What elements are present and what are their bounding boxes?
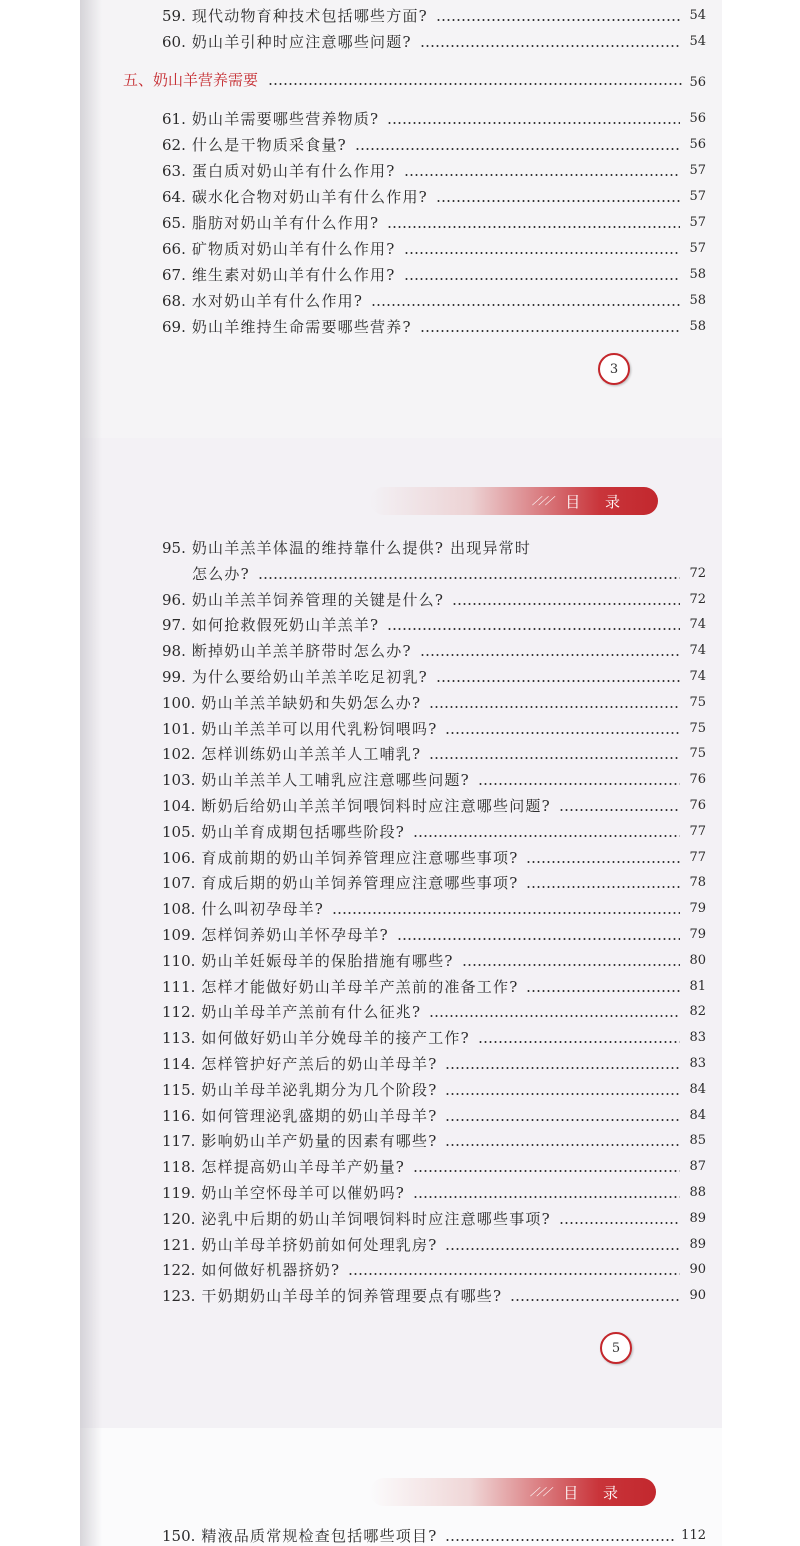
toc-entry: [162, 586, 706, 610]
entry-number: 64.: [162, 188, 186, 206]
leader-dots: [387, 122, 680, 124]
toc-entry: [162, 1153, 706, 1177]
entry-number: 121.: [162, 1235, 196, 1254]
entry-title: 奶山羊羔羊人工哺乳应注意哪些问题?: [201, 771, 470, 790]
entry-title: 什么叫初孕母羊?: [201, 900, 325, 919]
entry-page: 84: [689, 1107, 706, 1123]
entry-page: 82: [689, 1004, 706, 1020]
entry-number: 117.: [162, 1132, 196, 1151]
leader-dots: [445, 1539, 675, 1541]
entry-title: 奶山羊羔羊缺奶和失奶怎么办?: [201, 693, 422, 712]
entry-page: 89: [689, 1210, 706, 1226]
page-number-badge: 5: [600, 1332, 632, 1364]
toc-entry: [162, 1024, 706, 1048]
entry-title: 奶山羊维持生命需要哪些营养?: [191, 318, 412, 336]
toc-entry: [162, 740, 706, 764]
entry-number: 109.: [162, 926, 196, 944]
entry-page: 75: [689, 720, 706, 736]
leader-dots: [445, 1248, 680, 1250]
entry-number: 66.: [162, 240, 186, 258]
toc-entry: [162, 611, 706, 635]
entry-title: 奶山羊引种时应注意哪些问题?: [191, 33, 412, 51]
toc-entry: [162, 1127, 706, 1151]
entry-page: 57: [689, 163, 706, 178]
entry-page: 75: [689, 746, 706, 762]
entry-number: 68.: [162, 292, 186, 310]
entry-title: 怎样饲养奶山羊怀孕母羊?: [201, 926, 389, 944]
banner-title: 目 录: [563, 1483, 628, 1502]
entry-page: 76: [689, 772, 706, 788]
entry-number: 101.: [162, 719, 196, 738]
entry-title-continued: 怎么办?: [192, 564, 250, 583]
entry-title: 维生素对奶山羊有什么作用?: [191, 266, 396, 284]
leader-dots: [332, 912, 680, 914]
toc-entry: [162, 261, 706, 285]
toc-page-next: [80, 1428, 722, 1546]
entry-title: 蛋白质对奶山羊有什么作用?: [191, 162, 396, 180]
entry-number: 98.: [162, 642, 186, 661]
entry-number: 99.: [162, 668, 186, 686]
entry-number: 106.: [162, 848, 196, 867]
toc-banner: [370, 487, 658, 515]
entry-page: 90: [689, 1288, 706, 1304]
toc-entry: [162, 1205, 706, 1229]
toc-entry: [162, 895, 706, 919]
entry-page: 77: [689, 849, 706, 865]
toc-entry: [162, 663, 706, 687]
entry-number: 107.: [162, 874, 196, 893]
entry-number: 65.: [162, 214, 186, 232]
entry-number: 95.: [162, 539, 186, 557]
entry-page: 57: [689, 241, 706, 256]
entry-page: 58: [689, 319, 706, 334]
toc-entry: [162, 235, 706, 259]
toc-entry: [162, 131, 706, 155]
entry-title: 奶山羊羔羊体温的维持靠什么提供? 出现异常时: [191, 539, 532, 557]
entry-number: 104.: [162, 797, 196, 815]
entry-page: 77: [689, 823, 706, 839]
leader-dots: [387, 226, 680, 228]
entry-number: 113.: [162, 1029, 196, 1048]
entry-title: 影响奶山羊产奶量的因素有哪些?: [201, 1132, 438, 1151]
section-heading: [123, 64, 706, 90]
entry-page: 58: [689, 267, 706, 282]
entry-title: 怎样才能做好奶山羊母羊产羔前的准备工作?: [201, 977, 519, 996]
entry-page: 57: [689, 189, 706, 204]
entry-number: 105.: [162, 822, 196, 841]
leader-dots: [429, 1015, 680, 1017]
toc-entry-continuation: [192, 560, 706, 584]
toc-entry: [162, 209, 706, 233]
entry-title: 水对奶山羊有什么作用?: [191, 292, 364, 310]
toc-entry: [162, 1256, 706, 1280]
entry-page: 56: [689, 111, 706, 126]
leader-dots: [387, 628, 680, 630]
entry-title: 奶山羊妊娠母羊的保胎措施有哪些?: [201, 951, 454, 970]
leader-dots: [445, 732, 680, 734]
leader-dots: [413, 1170, 680, 1172]
entry-title: 为什么要给奶山羊羔羊吃足初乳?: [191, 668, 428, 686]
entry-page: 74: [689, 669, 706, 684]
leader-dots: [355, 148, 680, 150]
entry-page: 85: [689, 1133, 706, 1149]
toc-entry: [162, 869, 706, 893]
toc-entry: [162, 689, 706, 713]
leader-dots: [420, 45, 680, 47]
toc-entry: [162, 792, 706, 816]
toc-entry: [162, 715, 706, 739]
entry-title: 什么是干物质采食量?: [191, 136, 347, 154]
entry-number: 118.: [162, 1158, 196, 1177]
entry-page: 84: [689, 1081, 706, 1097]
toc-entry: [162, 313, 706, 337]
leader-dots: [526, 990, 680, 992]
entry-number: 150.: [162, 1527, 196, 1545]
toc-entry: [162, 534, 706, 558]
entry-number: 119.: [162, 1184, 196, 1202]
toc-entry: [162, 105, 706, 129]
entry-page: 79: [689, 927, 706, 942]
entry-title: 育成后期的奶山羊饲养管理应注意哪些事项?: [201, 874, 519, 893]
leader-dots: [478, 783, 680, 785]
toc-entry: [162, 973, 706, 997]
entry-number: 112.: [162, 1003, 196, 1022]
entry-title: 干奶期奶山羊母羊的饲养管理要点有哪些?: [201, 1287, 503, 1306]
entry-number: 115.: [162, 1080, 196, 1099]
entry-page: 88: [689, 1185, 706, 1200]
entry-title: 奶山羊育成期包括哪些阶段?: [201, 822, 406, 841]
toc-entry: [162, 1076, 706, 1100]
leader-dots: [462, 964, 680, 966]
leader-dots: [420, 330, 680, 332]
entry-page: 80: [689, 952, 706, 968]
entry-number: 100.: [162, 693, 196, 712]
entry-title: 精液品质常规检查包括哪些项目?: [201, 1527, 438, 1545]
entry-number: 122.: [162, 1261, 196, 1280]
leader-dots: [429, 706, 680, 708]
section-page: 56: [689, 75, 706, 90]
entry-page: 76: [689, 798, 706, 813]
entry-title: 奶山羊需要哪些营养物质?: [191, 110, 380, 128]
entry-number: 103.: [162, 771, 196, 790]
leader-dots: [268, 83, 683, 85]
entry-number: 123.: [162, 1287, 196, 1306]
leader-dots: [559, 1222, 680, 1224]
entry-title: 脂肪对奶山羊有什么作用?: [191, 214, 380, 232]
entry-page: 74: [689, 617, 706, 633]
entry-title: 育成前期的奶山羊饲养管理应注意哪些事项?: [201, 848, 519, 867]
toc-entry: [162, 157, 706, 181]
entry-page: 78: [689, 875, 706, 891]
toc-entry: [162, 1179, 706, 1203]
entry-title: 奶山羊母羊挤奶前如何处理乳房?: [201, 1235, 438, 1254]
leader-dots: [445, 1144, 680, 1146]
toc-entry: [162, 998, 706, 1022]
leader-dots: [559, 809, 680, 811]
banner-title: 目 录: [565, 492, 630, 511]
entry-title: 怎样管护好产羔后的奶山羊母羊?: [201, 1055, 438, 1073]
leader-dots: [429, 757, 680, 759]
leader-dots: [445, 1067, 680, 1069]
entry-page: 57: [689, 215, 706, 230]
leader-dots: [478, 1041, 680, 1043]
entry-number: 63.: [162, 162, 186, 180]
entry-number: 114.: [162, 1055, 196, 1073]
leader-dots: [445, 1119, 680, 1121]
toc-banner: [370, 1478, 656, 1506]
toc-entry: [162, 947, 706, 971]
entry-page: 81: [689, 978, 706, 994]
entry-number: 102.: [162, 745, 196, 764]
toc-entry: [162, 637, 706, 661]
leader-dots: [397, 938, 680, 940]
entry-title: 如何做好机器挤奶?: [201, 1261, 341, 1280]
toc-entry: [162, 183, 706, 207]
toc-entry: [162, 921, 706, 945]
toc-page-3: [80, 0, 722, 438]
entry-page: 79: [689, 901, 706, 917]
entry-title: 断奶后给奶山羊羔羊饲喂饲料时应注意哪些问题?: [201, 797, 551, 815]
leader-dots: [436, 680, 680, 682]
leader-dots: [452, 603, 680, 605]
leader-dots: [526, 861, 680, 863]
entry-title: 矿物质对奶山羊有什么作用?: [191, 240, 396, 258]
entry-number: 59.: [162, 7, 186, 25]
entry-page: 87: [689, 1159, 706, 1175]
entry-number: 97.: [162, 616, 186, 635]
wave-mark-icon: ⟋⟋⟋: [532, 493, 552, 508]
entry-number: 69.: [162, 318, 186, 336]
leader-dots: [371, 304, 680, 306]
entry-title: 怎样提高奶山羊母羊产奶量?: [201, 1158, 406, 1177]
toc-entry: [162, 1231, 706, 1255]
section-title: 五、奶山羊营养需要: [123, 71, 259, 89]
entry-number: 67.: [162, 266, 186, 284]
toc-entry: [162, 844, 706, 868]
entry-title: 奶山羊羔羊可以用代乳粉饲喂吗?: [201, 719, 438, 738]
entry-number: 116.: [162, 1106, 196, 1125]
toc-page-5: [80, 438, 722, 1428]
entry-page: 72: [689, 591, 706, 607]
entry-number: 62.: [162, 136, 186, 154]
leader-dots: [420, 654, 680, 656]
entry-page: 72: [689, 565, 706, 581]
leader-dots: [445, 1093, 680, 1095]
entry-title: 现代动物育种技术包括哪些方面?: [191, 7, 428, 25]
entry-number: 60.: [162, 33, 186, 51]
entry-number: 96.: [162, 590, 186, 609]
entry-title: 奶山羊母羊产羔前有什么征兆?: [201, 1003, 422, 1022]
entry-page: 54: [689, 34, 706, 49]
toc-entry: [162, 28, 706, 52]
entry-page: 54: [689, 8, 706, 23]
leader-dots: [436, 200, 680, 202]
entry-title: 奶山羊母羊泌乳期分为几个阶段?: [201, 1080, 438, 1099]
toc-entry: [162, 1522, 706, 1546]
entry-title: 泌乳中后期的奶山羊饲喂饲料时应注意哪些事项?: [201, 1209, 551, 1228]
toc-entry: [162, 766, 706, 790]
leader-dots: [526, 886, 680, 888]
entry-page: 112: [681, 1528, 706, 1543]
entry-title: 奶山羊羔羊饲养管理的关键是什么?: [191, 590, 445, 609]
entry-page: 56: [689, 137, 706, 152]
wave-mark-icon: ⟋⟋⟋: [530, 1484, 550, 1499]
entry-title: 怎样训练奶山羊羔羊人工哺乳?: [201, 745, 422, 764]
leader-dots: [413, 1196, 680, 1198]
entry-page: 89: [689, 1236, 706, 1252]
toc-entry: [162, 287, 706, 311]
entry-title: 奶山羊空怀母羊可以催奶吗?: [201, 1184, 406, 1202]
leader-dots: [258, 577, 680, 579]
toc-entry: [162, 1050, 706, 1074]
entry-page: 75: [689, 694, 706, 710]
entry-page: 74: [689, 643, 706, 659]
toc-entry: [162, 1102, 706, 1126]
leader-dots: [510, 1299, 680, 1301]
leader-dots: [404, 252, 680, 254]
leader-dots: [404, 278, 680, 280]
leader-dots: [413, 835, 680, 837]
entry-page: 90: [689, 1262, 706, 1278]
entry-number: 110.: [162, 951, 196, 970]
toc-entry: [162, 2, 706, 26]
entry-number: 61.: [162, 110, 186, 128]
entry-page: 83: [689, 1056, 706, 1071]
leader-dots: [404, 174, 680, 176]
leader-dots: [348, 1273, 680, 1275]
toc-entry: [162, 818, 706, 842]
entry-title: 碳水化合物对奶山羊有什么作用?: [191, 188, 428, 206]
entry-number: 111.: [162, 977, 196, 996]
page-number-badge: 3: [598, 353, 630, 385]
entry-number: 108.: [162, 900, 196, 919]
entry-number: 120.: [162, 1209, 196, 1228]
entry-title: 如何管理泌乳盛期的奶山羊母羊?: [201, 1106, 438, 1125]
entry-page: 58: [689, 293, 706, 308]
entry-title: 如何做好奶山羊分娩母羊的接产工作?: [201, 1029, 470, 1048]
toc-entry: [162, 1282, 706, 1306]
entry-title: 断掉奶山羊羔羊脐带时怎么办?: [191, 642, 412, 661]
leader-dots: [436, 19, 680, 21]
entry-page: 83: [689, 1030, 706, 1046]
entry-title: 如何抢救假死奶山羊羔羊?: [191, 616, 380, 635]
